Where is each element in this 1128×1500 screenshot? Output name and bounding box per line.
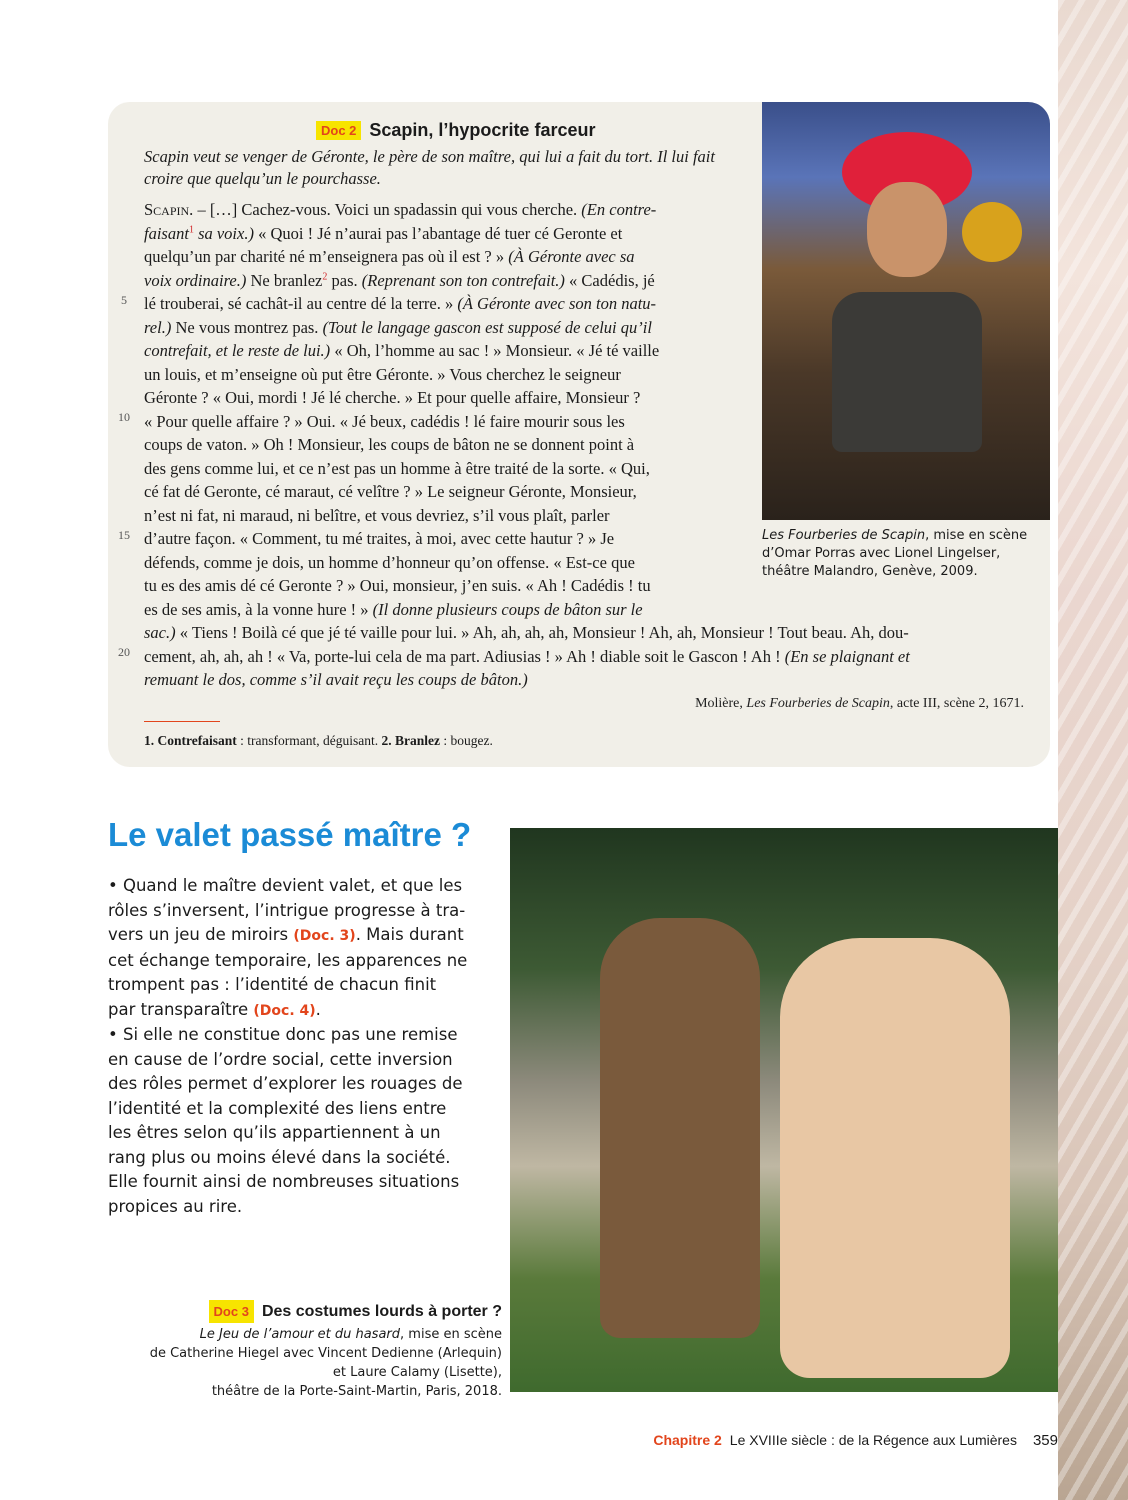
- play-line: tu es des amis dé cé Geronte ? » Oui, monsieur, j’en suis. « Ah ! Cadédis ! tu: [144, 576, 651, 595]
- decorative-side-image: [1058, 0, 1128, 1500]
- play-line: lé trouberai, sé cachât-il au centre dé la terre. » (À Géronte avec son ton natu-: [144, 294, 657, 313]
- footnote-1-def: : transformant, déguisant.: [236, 733, 382, 748]
- line-number: 20: [118, 645, 130, 659]
- doc3-caption: Doc 3 Des costumes lourds à porter ? Le Jeu de l’amour et du hasard, mise en scène de Catherine Hiegel avec Vincent Dedienne (Arlequin) et Laure Calamy (Lisette), théâtre de la Porte-Saint-Martin, Paris, 2018.: [150, 1300, 502, 1401]
- doc2-source: Molière, Les Fourberies de Scapin, acte III, scène 2, 1671.: [695, 696, 1024, 711]
- line-number: 5: [121, 293, 127, 307]
- page-footer: [653, 1432, 1058, 1449]
- scapin-photo: [762, 102, 1050, 520]
- play-line: sac.) « Tiens ! Boilà cé que jé té vaille pour lui. » Ah, ah, ah, ah, Monsieur ! Ah, ah, Monsieur ! Tout beau. Ah, dou-: [144, 623, 909, 642]
- doc3-title: Des costumes lourds à porter ?: [261, 1303, 502, 1320]
- footnote-2-term: 2. Branlez: [381, 733, 440, 748]
- play-line: un louis, et m’enseigne où put être Géronte. » Vous cherchez le seigneur: [144, 364, 621, 384]
- play-line: remuant le dos, comme s’il avait reçu les coups de bâton.): [144, 670, 528, 689]
- line-number: 15: [118, 528, 130, 542]
- doc3-badge: Doc 3: [209, 1300, 254, 1323]
- photo-man: [600, 918, 760, 1338]
- costume-photo: [510, 828, 1058, 1392]
- play-line: n’est ni fat, ni maraud, ni belître, et vous devriez, s’il vous plaît, parler: [144, 505, 610, 525]
- play-line: voix ordinaire.) Ne branlez$^2$ pas. (Reprenant son ton contrefait.) « Cadédis, jé: [144, 270, 655, 290]
- photo-sunflowers: [962, 202, 1022, 262]
- scapin-photo-caption: Les Fourberies de Scapin, mise en scène d’Omar Porras avec Lionel Lingelser, théâtre Malandro, Genève, 2009.: [762, 528, 1028, 579]
- doc2-badge: Doc 2: [316, 121, 361, 140]
- play-line: Géronte ? « Oui, mordi ! Jé lé cherche. » Et pour quelle affaire, Monsieur ?: [144, 388, 641, 407]
- play-line: d’autre façon. « Comment, tu mé traites, à moi, avec cette hautur ? » Je: [144, 529, 615, 548]
- play-line: des gens comme lui, et ce n’est pas un homme à être traité de la sorte. « Qui,: [144, 458, 650, 478]
- play-line: contrefait, et le reste de lui.) « Oh, l’homme au sac ! » Monsieur. « Jé té vaille: [144, 341, 660, 360]
- play-line: rel.) Ne vous montrez pas. (Tout le langage gascon est supposé de celui qu’il: [144, 317, 652, 337]
- doc2-header: [316, 118, 595, 142]
- play-line: « Pour quelle affaire ? » Oui. « Jé beux, cadédis ! lé faire mourir sous les: [144, 411, 625, 431]
- footnotes: [144, 733, 493, 749]
- play-line: es de ses amis, à la vonne hure ! » (Il donne plusieurs coups de bâton sur le: [144, 599, 643, 619]
- play-line: coups de vaton. » Oh ! Monsieur, les coups de bâton ne se donnent point à: [144, 435, 635, 454]
- chapter-title: Le XVIIIe siècle : de la Régence aux Lumières: [729, 1432, 1017, 1448]
- page-number: 359: [1032, 1432, 1058, 1449]
- doc2-title: Scapin, l’hypocrite farceur: [369, 119, 596, 140]
- photo-woman: [780, 938, 1010, 1378]
- play-line: défends, comme je dois, un homme d’honneur qu’on offense. « Est-ce que: [144, 552, 635, 572]
- play-line: quelqu’un par charité né m’enseignera pas où il est ? » (À Géronte avec sa: [144, 247, 635, 266]
- doc4-reference: (Doc. 4): [253, 1002, 316, 1019]
- play-line: cement, ah, ah, ah ! « Va, porte-lui cela de ma part. Adiusias ! » Ah ! diable soit le Gascon ! Ah ! (En se plaignant et: [144, 646, 910, 666]
- play-line: faisant$^1$ sa voix.) « Quoi ! Jé n’aurai pas l’abantage dé tuer cé Geronte et: [144, 223, 623, 243]
- play-line: cé fat dé Geronte, cé maraut, cé velître ? » Le seigneur Géronte, Monsieur,: [144, 482, 637, 501]
- footnote-2-def: : bougez.: [439, 733, 493, 748]
- footnote-rule: [144, 721, 220, 722]
- photo-face: [867, 182, 947, 277]
- play-line: Scapin. – […] Cachez-vous. Voici un spadassin qui vous cherche. (En contre-: [144, 200, 657, 219]
- chapter-label: Chapitre 2: [653, 1432, 722, 1448]
- footnote-1-term: 1. Contrefaisant: [144, 733, 237, 748]
- section-body: [108, 874, 468, 1219]
- paragraph-2: • Si elle ne constitue donc pas une remise en cause de l’ordre social, cette inversion des rôles permet d’explorer les rouages de l’identité et la complexité des liens entre les êtres selon qu’ils appartiennent à un rang plus ou moins élevé dans la société. Elle fournit ainsi de nombreuses situations propices au rire.: [108, 1025, 463, 1216]
- photo-vest: [832, 292, 982, 452]
- section-heading: Le valet passé maître ?: [108, 816, 472, 853]
- line-number: 10: [118, 410, 130, 424]
- doc2-intro: Scapin veut se venger de Géronte, le père de son maître, qui lui a fait du tort. Il lui fait croire que quelqu’un le pourchasse.: [144, 147, 715, 188]
- paragraph-1: • Quand le maître devient valet, et que les rôles s’inversent, l’intrigue progresse à travers un jeu de miroirs (Doc. 3). Mais durant cet échange temporaire, les apparences ne trompent pas : l’identité de chacun finit par transparaître (Doc. 4).: [108, 876, 468, 1019]
- doc3-reference: (Doc. 3): [293, 928, 356, 944]
